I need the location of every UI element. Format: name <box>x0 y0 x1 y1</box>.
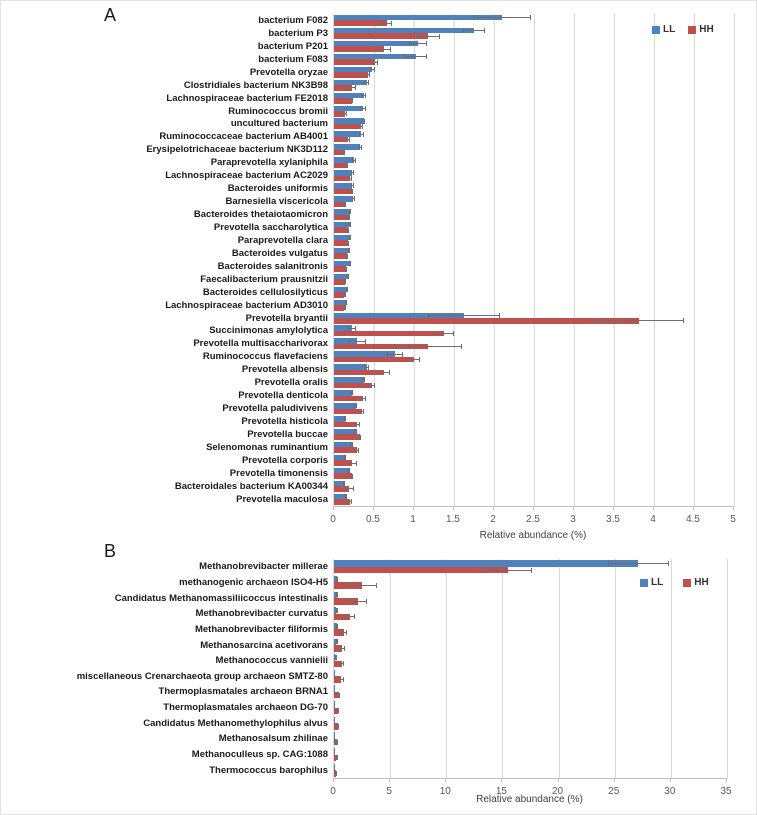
hh-error-bar <box>360 396 366 401</box>
legend-item-ll <box>652 24 675 35</box>
hh-error-bar <box>349 85 355 90</box>
bar-group <box>334 653 727 669</box>
hh-error-bar <box>348 461 358 466</box>
category-label: miscellaneous Crenarchaeota group archaeon SMTZ-80 <box>76 670 328 682</box>
hh-bar <box>334 266 346 272</box>
hh-bar <box>334 357 414 363</box>
ll-error-bar <box>359 145 362 150</box>
bar-group <box>334 337 734 350</box>
hh-error-bar <box>484 568 531 573</box>
hh-error-bar <box>379 370 390 375</box>
panel-a-x-axis-title: Relative abundance (%) <box>479 530 587 541</box>
panel-a-plot-area <box>333 14 734 507</box>
axis-tick <box>533 506 534 510</box>
hh-bar <box>334 20 387 26</box>
ll-error-bar <box>345 300 347 305</box>
ll-error-bar <box>348 468 350 473</box>
bar-group <box>334 480 734 493</box>
bar-group <box>334 376 734 389</box>
ll-error-bar <box>428 313 500 318</box>
panel-b-category-labels <box>1 559 333 778</box>
hh-error-bar <box>435 331 454 336</box>
category-label: Prevotella maculosa <box>236 493 328 505</box>
hh-error-bar <box>346 254 348 259</box>
category-label: Methanoculleus sp. CAG:1088 <box>191 749 328 760</box>
hh-error-bar <box>360 124 363 129</box>
ll-error-bar <box>336 624 338 629</box>
category-label: Erysipelotrichaceae bacterium NK3D112 <box>146 144 328 156</box>
axis-tick <box>653 506 654 510</box>
ll-error-bar <box>336 592 338 597</box>
hh-error-bar <box>378 47 391 52</box>
category-label: Barnesiella viscericola <box>225 196 328 208</box>
x-tick-label: 3.5 <box>606 514 620 525</box>
bar-group <box>334 637 727 653</box>
bar-group <box>334 182 734 195</box>
x-tick-label: 1 <box>410 514 416 525</box>
ll-error-bar <box>361 93 366 98</box>
gridline <box>734 14 735 506</box>
x-tick-label: 2.5 <box>526 514 540 525</box>
axis-tick <box>333 778 334 782</box>
bar-group <box>334 118 734 131</box>
ll-error-bar <box>352 158 355 163</box>
bar-group <box>334 389 734 402</box>
x-tick-label: 5 <box>386 786 392 797</box>
hh-error-bar <box>337 724 339 729</box>
hh-bar <box>334 434 360 440</box>
category-label: Thermococcus barophilus <box>209 764 328 776</box>
axis-tick <box>501 778 502 782</box>
x-tick-label: 0.5 <box>366 514 380 525</box>
hh-legend-label: HH <box>699 24 714 35</box>
ll-swatch-icon <box>640 579 648 587</box>
hh-bar <box>334 227 348 233</box>
ll-error-bar <box>387 352 403 357</box>
bar-group <box>334 130 734 143</box>
bar-group <box>334 402 734 415</box>
category-label: Prevotella denticola <box>238 390 328 402</box>
hh-error-bar <box>348 215 350 220</box>
category-label: Succinimonas amylolytica <box>209 325 328 337</box>
axis-tick <box>389 778 390 782</box>
category-label: Faecalibacterium prausnitzii <box>200 273 328 285</box>
hh-error-bar <box>347 583 376 588</box>
x-tick-label: 15 <box>495 786 507 797</box>
hh-bar <box>334 370 384 376</box>
bar-group <box>334 105 734 118</box>
hh-error-bar <box>365 72 370 77</box>
category-label: Bacteroides cellulosilyticus <box>202 286 328 298</box>
axis-tick <box>693 506 694 510</box>
axis-tick <box>333 506 334 510</box>
bar-group <box>334 731 727 747</box>
category-label: Ruminococcaceae bacterium AB4001 <box>159 131 328 143</box>
category-label: Candidatus Methanomassiliicoccus intestinalis <box>114 592 328 604</box>
axis-tick <box>445 778 446 782</box>
hh-bar <box>334 46 384 52</box>
bar-group <box>334 260 734 273</box>
category-label: bacterium F083 <box>258 53 328 65</box>
category-label: Candidatus Methanomethylophilus alvus <box>143 717 328 729</box>
panel-b-legend <box>640 577 709 588</box>
hh-bar <box>334 33 428 39</box>
category-label: Thermoplasmatales archaeon DG-70 <box>163 702 328 714</box>
axis-tick <box>493 506 494 510</box>
bar-group <box>334 700 727 716</box>
hh-error-bar <box>349 599 367 604</box>
ll-error-bar <box>364 80 369 85</box>
bar-group <box>334 66 734 79</box>
hh-bar <box>334 59 375 65</box>
panel-a-bars <box>334 14 734 506</box>
axis-tick <box>413 506 414 510</box>
ll-legend-label: LL <box>663 24 676 35</box>
category-label: Methanococcus vannielii <box>215 655 328 667</box>
hh-bar <box>334 331 444 337</box>
category-label: Bacteroides uniformis <box>227 183 328 195</box>
category-label: Bacteroides salanitronis <box>217 260 328 272</box>
category-label: methanogenic archaeon ISO4-H5 <box>179 576 328 588</box>
ll-error-bar <box>344 416 346 421</box>
ll-swatch-icon <box>652 26 660 34</box>
ll-error-bar <box>362 119 365 124</box>
category-label: Prevotella paludivivens <box>222 403 328 415</box>
ll-error-bar <box>404 54 426 59</box>
x-tick-label: 4.5 <box>686 514 700 525</box>
panel-a-x-axis <box>330 506 736 532</box>
ll-error-bar <box>346 287 348 292</box>
ll-error-bar <box>345 494 347 499</box>
category-label: Clostridiales bacterium NK3B98 <box>183 79 328 91</box>
hh-legend-label: HH <box>694 577 709 588</box>
category-label: uncultured bacterium <box>230 118 328 130</box>
hh-bar <box>334 447 357 453</box>
hh-error-bar <box>358 435 361 440</box>
category-label: Ruminococcus flavefaciens <box>202 351 328 363</box>
category-label: Bacteroidales bacterium KA00344 <box>174 480 328 492</box>
category-label: Prevotella multisaccharivorax <box>193 338 328 350</box>
legend-item-hh <box>683 577 708 588</box>
hh-error-bar <box>408 357 421 362</box>
hh-bar <box>334 383 372 389</box>
category-label: Bacteroides thetaiotaomicron <box>193 209 328 221</box>
bar-group <box>334 169 734 182</box>
ll-error-bar <box>347 274 349 279</box>
x-tick-label: 30 <box>664 786 676 797</box>
bar-group <box>334 247 734 260</box>
bar-group <box>334 221 734 234</box>
category-label: Selenomonas ruminantium <box>206 441 328 453</box>
bar-group <box>334 668 727 684</box>
axis-tick <box>614 778 615 782</box>
ll-error-bar <box>354 429 357 434</box>
hh-error-bar <box>381 21 392 26</box>
ll-error-bar <box>360 106 366 111</box>
bar-group <box>334 363 734 376</box>
category-label: bacterium F082 <box>258 14 328 26</box>
hh-bar <box>334 567 508 574</box>
axis-tick <box>733 506 734 510</box>
x-tick-label: 35 <box>720 786 732 797</box>
ll-error-bar <box>354 403 357 408</box>
bar-group <box>334 79 734 92</box>
axis-tick <box>726 778 727 782</box>
hh-error-bar <box>368 383 374 388</box>
hh-error-bar <box>416 34 440 39</box>
bar-group <box>334 415 734 428</box>
category-label: Prevotella timonensis <box>229 467 328 479</box>
x-tick-label: 1.5 <box>446 514 460 525</box>
hh-error-bar <box>339 646 345 651</box>
category-label: Prevotella corporis <box>241 454 328 466</box>
x-tick-label: 10 <box>439 786 451 797</box>
bar-group <box>334 747 727 763</box>
legend-item-hh <box>688 24 713 35</box>
category-label: Ruminococcus bromii <box>228 105 328 117</box>
hh-error-bar <box>356 448 359 453</box>
bar-group <box>334 312 734 325</box>
bar-group <box>334 715 727 731</box>
hh-error-bar <box>351 189 353 194</box>
category-label: bacterium P201 <box>257 40 328 52</box>
x-tick-label: 25 <box>608 786 620 797</box>
ll-error-bar <box>336 577 338 582</box>
bar-group <box>334 590 727 606</box>
hh-error-bar <box>337 708 339 713</box>
axis-tick <box>558 778 559 782</box>
hh-error-bar <box>372 60 378 65</box>
ll-error-bar <box>473 15 531 20</box>
hh-bar <box>334 409 362 415</box>
hh-bar <box>334 473 352 479</box>
bar-group <box>334 622 727 638</box>
ll-error-bar <box>370 67 375 72</box>
bar-group <box>334 454 734 467</box>
hh-bar <box>334 98 352 104</box>
category-label: Bacteroides vulgatus <box>231 247 328 259</box>
bar-group <box>334 53 734 66</box>
ll-error-bar <box>344 455 346 460</box>
axis-tick <box>453 506 454 510</box>
hh-error-bar <box>348 499 351 504</box>
bar-group <box>334 467 734 480</box>
hh-error-bar <box>350 474 353 479</box>
category-label: Lachnospiraceae bacterium FE2018 <box>166 92 328 104</box>
axis-tick <box>613 506 614 510</box>
hh-error-bar <box>347 241 349 246</box>
hh-bar <box>334 396 363 402</box>
panel-a-category-labels <box>1 14 333 506</box>
ll-error-bar <box>463 28 485 33</box>
bar-group <box>334 234 734 247</box>
hh-error-bar <box>345 614 355 619</box>
hh-error-bar <box>344 305 346 310</box>
hh-error-bar <box>347 137 350 142</box>
axis-tick <box>670 778 671 782</box>
ll-error-bar <box>350 442 353 447</box>
bar-group <box>334 156 734 169</box>
hh-error-bar <box>335 771 337 776</box>
category-label: Prevotella oryzae <box>249 66 328 78</box>
category-label: bacterium P3 <box>268 27 328 39</box>
hh-bar <box>334 163 347 169</box>
hh-swatch-icon <box>683 579 691 587</box>
bar-group <box>334 559 727 575</box>
hh-bar <box>334 253 347 259</box>
panel-a-letter: A <box>104 5 117 25</box>
hh-bar <box>334 215 348 221</box>
ll-error-bar <box>350 390 353 395</box>
x-tick-label: 20 <box>552 786 564 797</box>
bar-group <box>334 299 734 312</box>
hh-error-bar <box>338 693 340 698</box>
ll-legend-label: LL <box>651 577 664 588</box>
bar-group <box>334 684 727 700</box>
category-label: Lachnospiraceae bacterium AD3010 <box>165 299 328 311</box>
ll-error-bar <box>364 365 369 370</box>
hh-error-bar <box>344 111 347 116</box>
category-label: Paraprevotella clara <box>237 234 328 246</box>
category-label: Methanobrevibacter curvatus <box>195 608 328 620</box>
hh-error-bar <box>345 267 347 272</box>
axis-tick <box>573 506 574 510</box>
hh-error-bar <box>344 292 346 297</box>
category-label: Methanobrevibacter millerae <box>199 561 328 573</box>
hh-error-bar <box>338 677 344 682</box>
hh-error-bar <box>348 176 351 181</box>
hh-error-bar <box>341 630 348 635</box>
x-tick-label: 0 <box>330 514 336 525</box>
x-tick-label: 4 <box>650 514 656 525</box>
category-label: Methanobrevibacter filiformis <box>194 623 328 635</box>
x-tick-label: 0 <box>330 786 336 797</box>
bar-group <box>334 195 734 208</box>
hh-error-bar <box>395 344 462 349</box>
category-label: Prevotella buccae <box>247 428 328 440</box>
ll-error-bar <box>608 561 669 566</box>
category-label: Prevotella histicola <box>241 416 328 428</box>
hh-error-bar <box>593 318 684 323</box>
hh-error-bar <box>350 98 353 103</box>
ll-error-bar <box>335 655 337 660</box>
panel-b-plot-area <box>333 559 727 779</box>
ll-error-bar <box>348 339 366 344</box>
bar-group <box>334 143 734 156</box>
ll-error-bar <box>349 261 351 266</box>
x-tick-label: 5 <box>730 514 736 525</box>
hh-error-bar <box>360 409 363 414</box>
hh-error-bar <box>344 202 346 207</box>
ll-error-bar <box>351 183 354 188</box>
hh-bar <box>334 124 361 130</box>
bar-group <box>334 428 734 441</box>
hh-error-bar <box>340 661 344 666</box>
hh-bar <box>334 72 368 78</box>
axis-tick <box>373 506 374 510</box>
bar-group <box>334 441 734 454</box>
gridline <box>727 559 728 778</box>
panel-b-bars <box>334 559 727 778</box>
hh-error-bar <box>344 279 346 284</box>
bar-group <box>334 606 727 622</box>
ll-error-bar <box>336 608 338 613</box>
ll-error-bar <box>359 132 364 137</box>
panel-b-x-axis-title: Relative abundance (%) <box>476 794 583 805</box>
category-label: Lachnospiraceae bacterium AC2029 <box>165 170 328 182</box>
hh-error-bar <box>344 486 354 491</box>
bar-group <box>334 273 734 286</box>
category-label: Paraprevotella xylaniphila <box>210 157 328 169</box>
panel-b-letter: B <box>104 541 117 561</box>
ll-error-bar <box>352 196 355 201</box>
panel-a-legend <box>652 24 714 35</box>
category-label: Prevotella saccharolytica <box>213 221 328 233</box>
bar-group <box>334 762 727 778</box>
bar-group <box>334 40 734 53</box>
ll-error-bar <box>348 326 356 331</box>
category-label: Methanosalsum zhilinae <box>218 733 328 745</box>
x-tick-label: 2 <box>490 514 496 525</box>
hh-bar <box>334 189 352 195</box>
hh-error-bar <box>347 228 349 233</box>
hh-swatch-icon <box>688 26 696 34</box>
bar-group <box>334 325 734 338</box>
hh-error-bar <box>336 755 338 760</box>
hh-error-bar <box>354 422 360 427</box>
category-label: Prevotella albensis <box>241 364 328 376</box>
category-label: Thermoplasmatales archaeon BRNA1 <box>158 686 328 698</box>
category-label: Prevotella bryantii <box>245 312 328 324</box>
ll-error-bar <box>336 639 338 644</box>
ll-error-bar <box>343 481 345 486</box>
hh-error-bar <box>335 740 338 745</box>
hh-bar <box>334 240 348 246</box>
category-label: Prevotella oralis <box>254 377 328 389</box>
ll-error-bar <box>349 235 351 240</box>
bar-group <box>334 92 734 105</box>
legend-item-ll <box>640 577 663 588</box>
category-label: Methanosarcina acetivorans <box>200 639 328 651</box>
ll-error-bar <box>351 170 354 175</box>
hh-error-bar <box>346 163 348 168</box>
bar-group <box>334 493 734 506</box>
bar-group <box>334 350 734 363</box>
ll-error-bar <box>349 222 351 227</box>
ll-error-bar <box>349 209 351 214</box>
hh-error-bar <box>342 150 345 155</box>
ll-error-bar <box>409 41 427 46</box>
bar-group <box>334 286 734 299</box>
bar-group <box>334 208 734 221</box>
ll-error-bar <box>348 248 350 253</box>
ll-error-bar <box>362 377 365 382</box>
x-tick-label: 3 <box>570 514 576 525</box>
